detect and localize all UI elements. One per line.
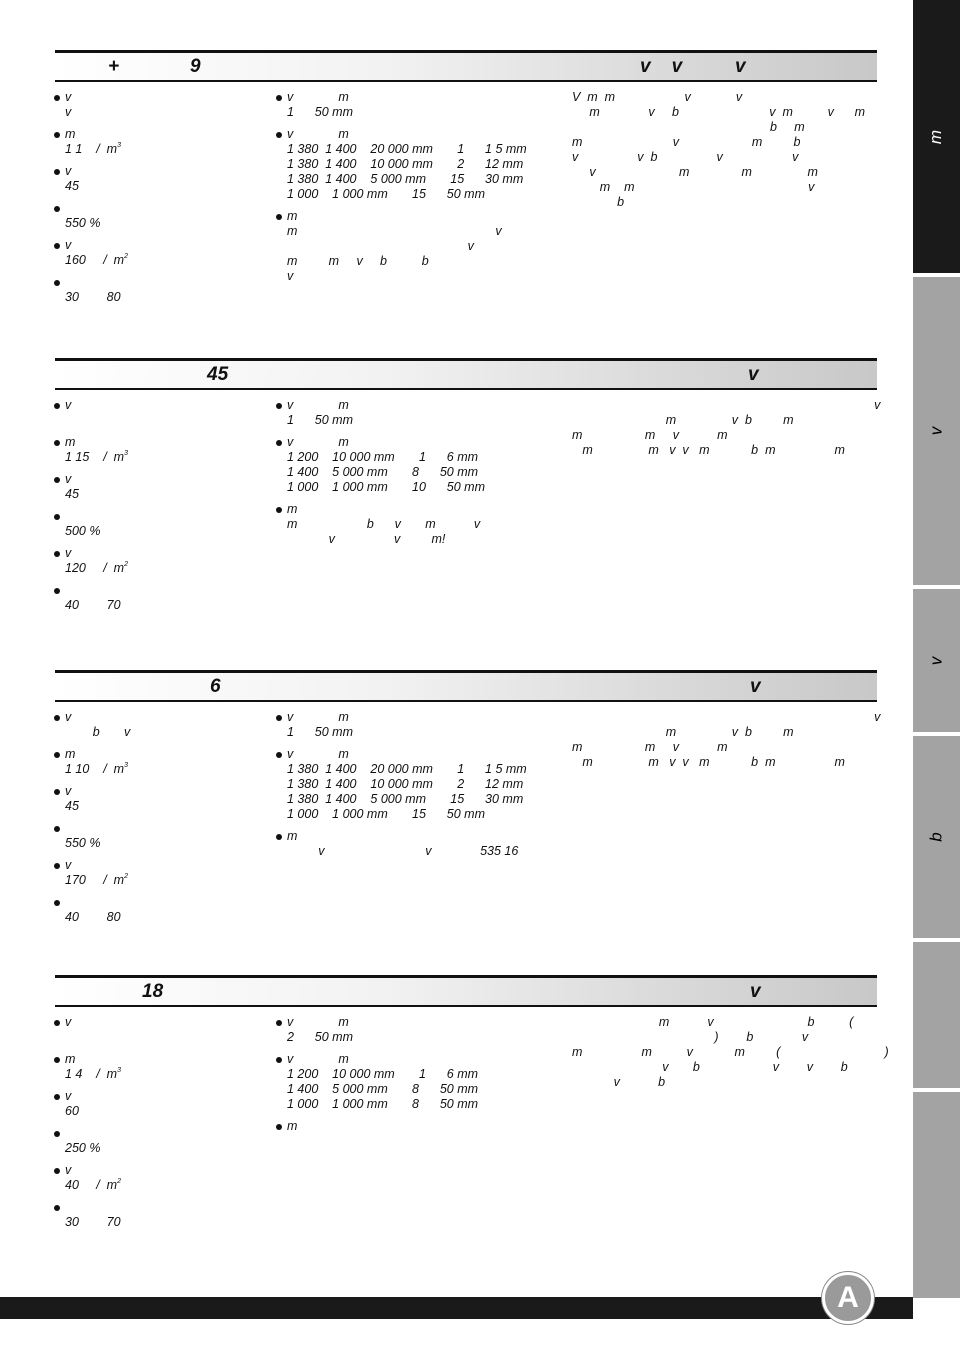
bullet-item [277,90,557,120]
bullet-value: 1 200 10 000 mm 1 6 mm [287,1067,479,1081]
bullet-value: 60 [65,1104,79,1118]
side-tab-5[interactable] [913,942,960,1090]
bullet-item [277,829,557,859]
bullet-value: 1 50 mm [287,725,353,739]
bullet-heading [65,583,265,598]
bullet-heading: v [65,398,72,412]
bullet-value: 550 % [65,836,101,850]
bullet-dot-icon [54,1131,60,1137]
bullet-value: 1 380 1 400 10 000 mm 2 12 mm [287,777,524,791]
product-section-3 [55,670,881,924]
dimensions-column [277,398,557,554]
bullet-item [55,858,265,888]
bullet-value: 550 % [65,216,101,230]
side-tab-1[interactable]: m [913,0,960,275]
bullet-heading: m [65,127,76,141]
bullet-dot-icon [54,826,60,832]
bullet-dot-icon [54,440,60,446]
bullet-value: m v [287,224,502,238]
bullet-value: v [65,105,72,119]
bullet-value: 250 % [65,1141,101,1155]
description-line: m v b v m v m [572,105,866,119]
footer-bar [0,1297,913,1319]
bullet-heading: m [287,209,298,223]
bullet-value: 40 80 [65,910,121,924]
section-title-number: 6 [210,676,221,697]
product-section-2 [55,358,881,612]
dimensions-column [277,1015,557,1141]
bullet-dot-icon [276,507,282,513]
bullet-dot-icon [276,214,282,220]
description-line: m m v m ( ) [572,1045,889,1059]
bullet-heading: m [287,829,298,843]
bullet-heading: m [65,1052,76,1066]
description-line: b m [572,120,805,134]
bullet-value: v v 535 16 [287,844,519,858]
bullet-value: 45 [65,179,79,193]
bullet-heading: v [65,164,72,178]
bullet-value: 500 % [65,524,101,538]
bullet-value: 160 / $m^2$ [65,253,128,267]
bullet-item [55,1163,265,1193]
description-line: v [572,398,881,412]
bullet-item [277,747,557,822]
bullet-dot-icon [54,169,60,175]
bullet-value: 1 400 5 000 mm 8 50 mm [287,465,479,479]
bullet-heading: v [65,90,72,104]
bullet-value: m b v m v [287,517,481,531]
side-tab-3[interactable]: v [913,589,960,734]
bullet-dot-icon [54,1168,60,1174]
bullet-item [55,275,265,305]
bullet-heading [65,1200,265,1215]
description-line: v v b v v [572,150,799,164]
properties-column [55,710,265,932]
bullet-item [55,1200,265,1230]
bullet-heading: v m [287,127,349,141]
bullet-heading: m [287,1119,298,1133]
bullet-item [55,546,265,576]
bullet-value: 30 70 [65,1215,121,1229]
description-line: v b [572,1075,666,1089]
bullet-value: 30 80 [65,290,121,304]
bullet-heading: v m [287,398,349,412]
bullet-value: 1 000 1 000 mm 8 50 mm [287,1097,479,1111]
description-line: m m v m [572,428,728,442]
bullet-heading: v m [287,1052,349,1066]
dimensions-column [277,710,557,866]
section-title-bar [55,358,877,390]
bullet-item [55,1126,265,1156]
bullet-item [55,895,265,925]
bullet-value: 1 000 1 000 mm 15 50 mm [287,807,486,821]
bullet-value: 1 15 / $m^3$ [65,450,128,464]
bullet-value: 1 380 1 400 10 000 mm 2 12 mm [287,157,524,171]
bullet-dot-icon [276,132,282,138]
bullet-dot-icon [54,243,60,249]
bullet-dot-icon [54,132,60,138]
product-section-1 [55,50,877,304]
bullet-heading: v m [287,710,349,724]
dimensions-column [277,90,557,291]
bullet-item [277,1119,557,1134]
section-title-bar [55,975,877,1007]
section-title-number: 18 [142,981,164,1002]
bullet-value: 170 / $m^2$ [65,873,128,887]
section-title-number: 9 [190,56,201,77]
bullet-dot-icon [54,477,60,483]
section-title-bar [55,50,877,82]
bullet-item [277,1015,557,1045]
bullet-dot-icon [54,588,60,594]
bullet-dot-icon [276,95,282,101]
bullet-dot-icon [54,1205,60,1211]
section-title-right: v [750,981,761,1002]
bullet-heading [65,1126,265,1141]
bullet-item [277,435,557,495]
bullet-dot-icon [54,789,60,795]
bullet-dot-icon [54,95,60,101]
bullet-heading: v m [287,747,349,761]
bullet-dot-icon [276,403,282,409]
description-column [572,90,877,210]
bullet-item [55,784,265,814]
description-line: m v b ( [572,1015,854,1029]
bullet-value: 120 / $m^2$ [65,561,128,575]
bullet-heading: m [287,502,298,516]
bullet-item [55,1052,265,1082]
bullet-dot-icon [54,280,60,286]
section-title-bar [55,670,877,702]
bullet-dot-icon [276,1057,282,1063]
bullet-dot-icon [276,834,282,840]
description-line: ) b v [572,1030,809,1044]
bullet-dot-icon [276,440,282,446]
section-title-right: v [748,364,759,385]
bullet-value: 1 000 1 000 mm 10 50 mm [287,480,486,494]
bullet-item [55,710,265,740]
side-tab-6[interactable] [913,1092,960,1300]
bullet-heading [65,821,265,836]
properties-column [55,1015,265,1237]
bullet-dot-icon [276,715,282,721]
description-line: m m v v m b m m [572,443,845,457]
bullet-value: 1 000 1 000 mm 15 50 mm [287,187,486,201]
bullet-item [55,1015,265,1045]
bullet-value: v [287,269,294,283]
bullet-dot-icon [276,1124,282,1130]
bullet-dot-icon [54,206,60,212]
bullet-dot-icon [54,1094,60,1100]
bullet-value: 40 / $m^2$ [65,1178,122,1192]
bullet-dot-icon [54,551,60,557]
bullet-heading: v [65,784,72,798]
bullet-value: b v [65,725,131,739]
bullet-value: 2 50 mm [287,1030,353,1044]
bullet-heading: v m [287,90,349,104]
product-section-4 [55,975,889,1229]
bullet-dot-icon [54,900,60,906]
bullet-value: 1 50 mm [287,105,353,119]
bullet-heading: v [65,710,72,724]
bullet-heading [65,201,265,216]
bullet-item [55,1089,265,1119]
bullet-value: 1 380 1 400 20 000 mm 1 1 5 mm [287,142,527,156]
bullet-item [55,90,265,120]
section-title-right: v v v [640,56,746,77]
bullet-dot-icon [54,752,60,758]
bullet-item [55,509,265,539]
bullet-value [65,1030,265,1045]
bullet-item [277,209,557,284]
bullet-heading [65,509,265,524]
bullet-value: 1 4 / $m^3$ [65,1067,122,1081]
side-tab-2[interactable]: v [913,277,960,587]
section-title-prefix: + [108,56,120,77]
description-line: m m v m [572,740,728,754]
bullet-item [277,710,557,740]
bullet-heading: v m [287,1015,349,1029]
description-line: V m m v v [572,90,743,104]
bullet-item [277,502,557,547]
bullet-value: 1 200 10 000 mm 1 6 mm [287,450,479,464]
bullet-heading: v [65,1163,72,1177]
bullet-heading: v [65,238,72,252]
bullet-dot-icon [54,403,60,409]
bullet-dot-icon [276,1020,282,1026]
bullet-value: 1 380 1 400 5 000 mm 15 30 mm [287,172,524,186]
description-column [572,710,881,770]
bullet-value: 1 380 1 400 5 000 mm 15 30 mm [287,792,524,806]
bullet-heading: v [65,1015,72,1029]
bullet-heading [65,275,265,290]
side-tabs [913,0,960,1300]
bullet-value: m m v b b [287,254,429,268]
bullet-item [55,472,265,502]
bullet-value: 40 70 [65,598,121,612]
bullet-item [55,398,265,428]
description-line: m v b m [572,413,794,427]
bullet-value: v [287,239,474,253]
properties-column [55,90,265,312]
description-line: v m m m [572,165,818,179]
bullet-item [277,1052,557,1112]
description-line: b [572,195,625,209]
bullet-heading: v m [287,435,349,449]
description-line: m v m b [572,135,801,149]
bullet-heading: v [65,472,72,486]
description-column [572,1015,889,1090]
bullet-value: 1 50 mm [287,413,353,427]
bullet-dot-icon [54,715,60,721]
bullet-dot-icon [54,1057,60,1063]
bullet-dot-icon [54,863,60,869]
bullet-heading: m [65,435,76,449]
bullet-value: 45 [65,799,79,813]
bullet-item [55,164,265,194]
description-column [572,398,881,458]
bullet-item [55,435,265,465]
bullet-value: 1 10 / $m^3$ [65,762,128,776]
bullet-heading: m [65,747,76,761]
side-tab-4[interactable]: b [913,736,960,940]
bullet-item [55,238,265,268]
bullet-heading [65,895,265,910]
bullet-item [55,201,265,231]
description-line: m m v v m b m m [572,755,845,769]
bullet-item [55,821,265,851]
section-title-right: v [750,676,761,697]
bullet-heading: v [65,546,72,560]
bullet-dot-icon [276,752,282,758]
bullet-item [55,583,265,613]
bullet-value: v v m! [287,532,446,546]
bullet-item [277,127,557,202]
bullet-item [55,747,265,777]
bullet-heading: v [65,1089,72,1103]
section-title-number: 45 [207,364,229,385]
description-line: m m v [572,180,815,194]
bullet-item [55,127,265,157]
bullet-value: 1 400 5 000 mm 8 50 mm [287,1082,479,1096]
bullet-value: 45 [65,487,79,501]
description-line: m v b m [572,725,794,739]
bullet-value: 1 1 / $m^3$ [65,142,122,156]
bullet-heading: v [65,858,72,872]
properties-column [55,398,265,620]
bullet-dot-icon [54,1020,60,1026]
bullet-dot-icon [54,514,60,520]
description-line: v b v v b [572,1060,848,1074]
bullet-value [65,413,265,428]
bullet-value: 1 380 1 400 20 000 mm 1 1 5 mm [287,762,527,776]
page-badge: A [822,1272,874,1324]
bullet-item [277,398,557,428]
description-line: v [572,710,881,724]
